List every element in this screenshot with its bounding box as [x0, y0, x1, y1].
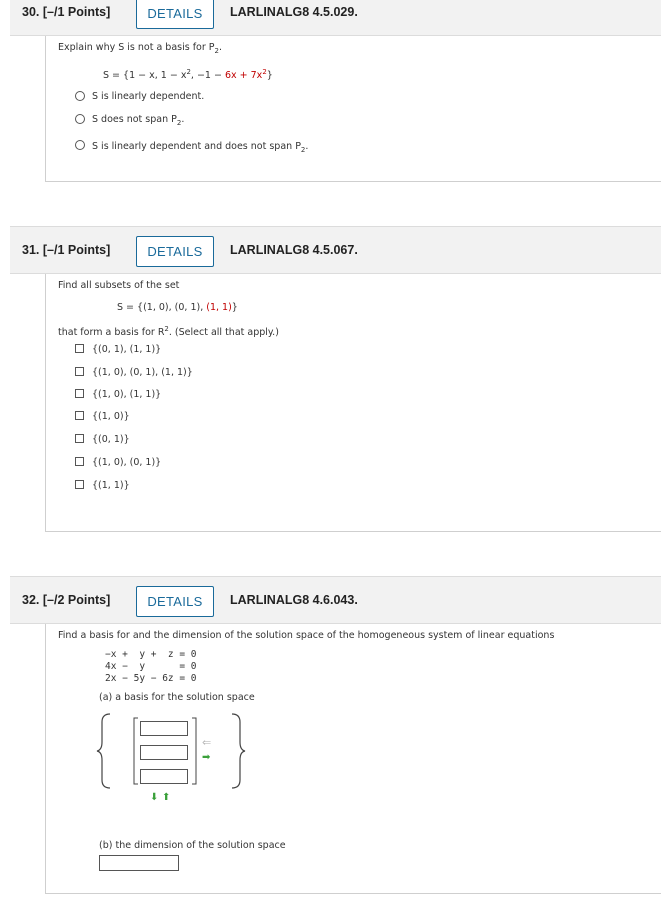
q32-vector-entry-2[interactable]: [140, 745, 188, 760]
q31-option-7-checkbox[interactable]: [75, 480, 84, 489]
q31-header: [10, 226, 661, 274]
q32-prompt: Find a basis for and the dimension of the solution space of the homogeneous system of linear equations: [58, 630, 555, 641]
q30-prompt: Explain why S is not a basis for $P_2$.: [58, 42, 223, 55]
q31-that-form: that form a basis for $R^2$. (Select all that apply.): [58, 325, 279, 339]
q31-option-1-checkbox[interactable]: [75, 344, 84, 353]
q30-title: 30. [–/1 Points]: [22, 5, 111, 19]
add-row-down-arrow-icon[interactable]: ⬇: [150, 792, 159, 803]
q32-part-a-label: (a) a basis for the solution space: [99, 692, 255, 703]
q30-header: [10, 0, 661, 36]
left-curly-brace: [97, 714, 110, 788]
q31-body: [45, 274, 661, 532]
q30-option-3-label: S is linearly dependent and does not span $P_2$.: [92, 141, 309, 154]
q32-body: [45, 624, 661, 894]
q30-code: LARLINALG8 4.5.029.: [230, 5, 358, 19]
q31-details-button[interactable]: DETAILS: [136, 236, 214, 267]
q30-option-2-label: S does not span $P_2$.: [92, 114, 185, 127]
q32-dimension-input[interactable]: [99, 855, 179, 871]
q31-option-5-checkbox[interactable]: [75, 434, 84, 443]
q31-option-3-checkbox[interactable]: [75, 389, 84, 398]
q32-details-button[interactable]: DETAILS: [136, 586, 214, 617]
q32-equation-2: 4x − y = 0: [105, 661, 197, 672]
q32-header: [10, 576, 661, 624]
right-curly-brace: [232, 714, 245, 788]
q31-prompt: Find all subsets of the set: [58, 280, 180, 291]
q31-option-1-label: {(0, 1), (1, 1)}: [92, 344, 162, 355]
q32-vector-entry-3[interactable]: [140, 769, 188, 784]
q31-option-7-label: {(1, 1)}: [92, 480, 130, 491]
q31-option-5-label: {(0, 1)}: [92, 434, 130, 445]
add-vector-arrow-icon[interactable]: ➡: [202, 752, 211, 763]
remove-vector-arrow-icon[interactable]: ⇐: [202, 736, 212, 749]
vector-right-bracket: [192, 718, 196, 784]
q30-body: [45, 36, 661, 182]
q30-option-1-label: S is linearly dependent.: [92, 91, 205, 102]
q30-option-3-radio[interactable]: [75, 140, 85, 150]
q31-option-4-label: {(1, 0)}: [92, 411, 130, 422]
q32-code: LARLINALG8 4.6.043.: [230, 593, 358, 607]
q31-option-2-checkbox[interactable]: [75, 367, 84, 376]
q32-part-b-label: (b) the dimension of the solution space: [99, 840, 286, 851]
q31-set: S = {(1, 0), (0, 1), (1, 1)}: [117, 302, 238, 313]
q32-title: 32. [–/2 Points]: [22, 593, 111, 607]
q30-option-2-radio[interactable]: [75, 114, 85, 124]
q31-code: LARLINALG8 4.5.067.: [230, 243, 358, 257]
remove-row-up-arrow-icon[interactable]: ⬆: [162, 792, 171, 803]
q31-option-6-label: {(1, 0), (0, 1)}: [92, 457, 162, 468]
q31-option-3-label: {(1, 0), (1, 1)}: [92, 389, 162, 400]
q32-equation-1: −x + y + z = 0: [105, 649, 197, 660]
q30-set: S = {1 − x, $1 - x^2$, $-1 - 6x + 7x^2$}: [103, 68, 273, 82]
q30-details-button[interactable]: DETAILS: [136, 0, 214, 29]
q31-option-4-checkbox[interactable]: [75, 411, 84, 420]
q32-vector-entry-1[interactable]: [140, 721, 188, 736]
q31-title: 31. [–/1 Points]: [22, 243, 111, 257]
q30-option-1-radio[interactable]: [75, 91, 85, 101]
q31-option-6-checkbox[interactable]: [75, 457, 84, 466]
q31-option-2-label: {(1, 0), (0, 1), (1, 1)}: [92, 367, 193, 378]
q32-equation-3: 2x − 5y − 6z = 0: [105, 673, 197, 684]
vector-left-bracket: [134, 718, 138, 784]
